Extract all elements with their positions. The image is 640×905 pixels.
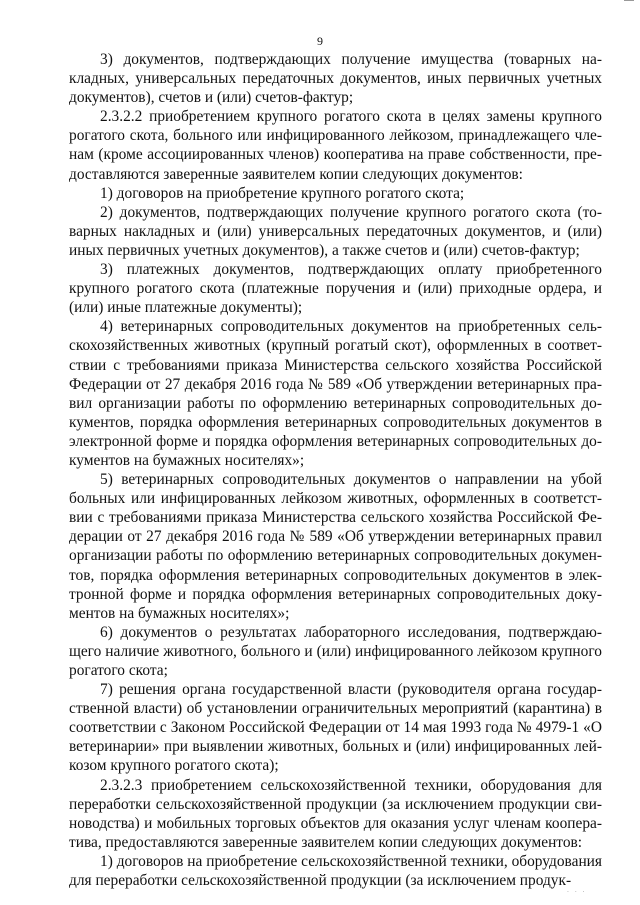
page-number: 9 [317,34,323,48]
scan-speck-mark: · · · [567,889,587,896]
paragraph-item-4-veterinary-documents: 4) ветеринарных сопроводительных документов на приобретенных сельскохозяйственных животных (крупный рогатый скот), оформленных в соответствии с требованиями приказа Министерства сельского хозяйства Российской Федерации от 27 декабря 2016 года № 589 «Об утверждении ветеринарных правил организации работы по оформлению ветеринарных сопроводительных документов, порядка оформления ветеринарных сопроводительных документов в электронной форме и порядка оформления ветеринарных сопроводительных документов на бумажных носителях»; [69,318,602,469]
paragraph-item-1-equipment-contracts: 1) договоров на приобретение сельскохозяйственной техники, оборудования для переработки сельскохозяйственной продукции (за исключением продук- [69,852,602,890]
paragraph-item-7-quarantine-decision: 7) решения органа государственной власти (руководителя органа государственной власти) об установлении ограничительных мероприятий (карантина) в соответствии с Законом Российской Федерации от 14 мая 1993 года № 4979-1 «О ветеринарии» при выявлении животных, больных и (или) инфицированных лейкозом крупного рогатого скота); [69,681,602,775]
paragraph-clause-2-3-2-3: 2.3.2.3 приобретением сельскохозяйственной техники, оборудования для переработки сельскохозяйственной продукции (за исключением продукции свиноводства) и мобильных торговых объектов для оказания услуг членам кооператива, предоставляются заверенные заявителем копии следующих документов: [69,776,602,851]
paragraph-item-6-laboratory-results: 6) документов о результатах лабораторного исследования, подтверждающего наличие животного, больного и (или) инфицированного лейкозом крупного рогатого скота; [69,623,602,679]
paragraph-clause-2-3-2-2: 2.3.2.2 приобретением крупного рогатого скота в целях замены крупного рогатого скота, больного или инфицированного лейкозом, принадлежащего членам (кроме ассоциированных членов) кооператива на праве собственности, предоставляются заверенные заявителем копии следующих документов: [69,108,602,183]
paragraph-item-3-payment-documents: 3) платежных документов, подтверждающих оплату приобретенного крупного рогатого скота (платежные поручения и (или) приходные ордера, и (или) иные платежные документы); [69,261,602,317]
paragraph-item-3-documents: 3) документов, подтверждающих получение имущества (товарных накладных, универсальных передаточных документов, иных первичных учетных документов), счетов и (или) счетов-фактур; [69,51,602,107]
scan-edge-mark [624,0,634,4]
paragraph-item-5-slaughter-documents: 5) ветеринарных сопроводительных документов о направлении на убой больных или инфицированных лейкозом животных, оформленных в соответствии с требованиями приказа Министерства сельского хозяйства Российской Федерации от 27 декабря 2016 года № 589 «Об утверждении ветеринарных правил организации работы по оформлению ветеринарных сопроводительных документов, порядка оформления ветеринарных сопроводительных документов в электронной форме и порядка оформления ветеринарных сопроводительных документов на бумажных носителях»; [69,471,602,622]
document-body [69,50,602,890]
paragraph-item-2-receipt-documents: 2) документов, подтверждающих получение крупного рогатого скота (товарных накладных и (или) универсальных передаточных документов, и (или) иных первичных учетных документов), а также счетов и (или) счетов-фактур; [69,203,602,259]
paragraph-item-1-contracts: 1) договоров на приобретение крупного рогатого скота; [100,184,465,202]
